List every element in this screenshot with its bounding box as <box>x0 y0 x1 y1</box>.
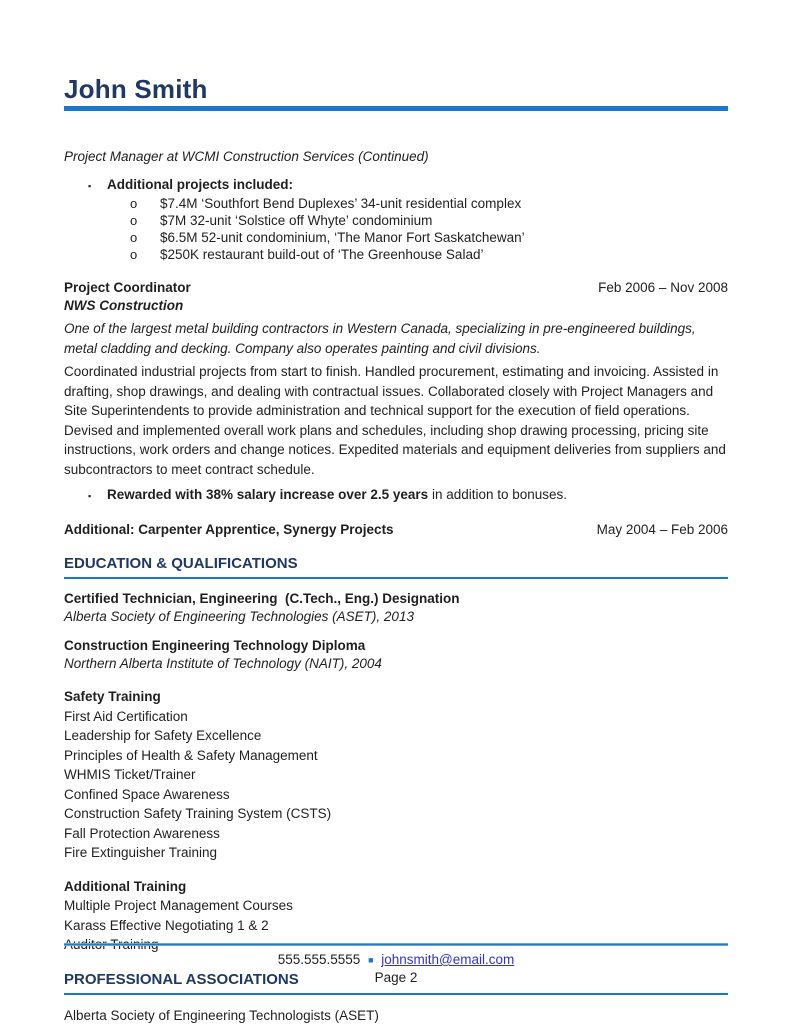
training-item: WHMIS Ticket/Trainer <box>64 765 728 785</box>
highlight-rest-text: in addition to bonuses. <box>428 487 567 502</box>
highlight-text <box>107 486 567 504</box>
page-header <box>64 76 728 111</box>
training-item: Karass Effective Negotiating 1 & 2 <box>64 916 728 936</box>
role-project-coordinator <box>64 279 728 505</box>
project-item-text: $250K restaurant build-out of ‘The Greenhouse Salad’ <box>160 246 483 263</box>
credential-entry <box>64 637 728 673</box>
additional-role-label: Additional: Carpenter Apprentice, Synergy Projects <box>64 520 394 539</box>
association-item: Alberta Society of Engineering Technologists (ASET) <box>64 1006 728 1025</box>
training-item: First Aid Certification <box>64 707 728 727</box>
role-summary: Coordinated industrial projects from start to finish. Handled procurement, estimating and invoicing. Assisted in drafting, shop drawings, and dealing with contractual issues. Collaborated closely with Project Managers and Site Superintendents to provide administration and technical support for the execution of field operations. Devised and implemented overall work plans and schedules, including shop drawing processing, pricing site instructions, work orders and change notices. Expedited materials and equipment deliveries from suppliers and subcontractors to meet contract schedule. <box>64 362 728 479</box>
training-item: Fall Protection Awareness <box>64 824 728 844</box>
continued-role-heading: Project Manager at WCMI Construction Services (Continued) <box>64 147 728 166</box>
page-number: Page 2 <box>64 969 728 987</box>
training-item: Leadership for Safety Excellence <box>64 726 728 746</box>
role-header <box>64 279 728 297</box>
training-item: Principles of Health & Safety Management <box>64 746 728 766</box>
additional-training-heading: Additional Training <box>64 877 728 897</box>
training-item: Confined Space Awareness <box>64 785 728 805</box>
additional-projects-block <box>64 176 728 263</box>
credential-entry <box>64 590 728 626</box>
list-item <box>64 195 728 212</box>
training-item: Multiple Project Management Courses <box>64 896 728 916</box>
square-bullet-icon: ▪ <box>88 177 107 195</box>
credential-title: Certified Technician, Engineering (C.Tech., Eng.) Designation <box>64 590 728 608</box>
footer-phone: 555.555.5555 <box>278 952 361 967</box>
circle-bullet-icon: o <box>130 212 160 229</box>
education-section-title: EDUCATION & QUALIFICATIONS <box>64 556 728 579</box>
list-item <box>64 176 728 195</box>
training-item: Construction Safety Training System (CSTS) <box>64 804 728 824</box>
list-item <box>64 212 728 229</box>
circle-bullet-icon: o <box>130 195 160 212</box>
title-underline-rule <box>64 106 728 111</box>
associations-section-title: PROFESSIONAL ASSOCIATIONS <box>64 972 728 995</box>
project-item-text: $7M 32-unit ‘Solstice off Whyte’ condominium <box>160 212 432 229</box>
credential-title: Construction Engineering Technology Diploma <box>64 637 728 655</box>
additional-role-dates: May 2004 – Feb 2006 <box>597 520 728 539</box>
email-link[interactable]: johnsmith@email.com <box>381 952 514 967</box>
footer-contact-line <box>64 951 728 969</box>
list-item <box>64 246 728 263</box>
square-bullet-icon: ▪ <box>88 487 107 505</box>
project-item-text: $7.4M ‘Southfort Bend Duplexes’ 34-unit residential complex <box>160 195 521 212</box>
company-name: NWS Construction <box>64 297 728 315</box>
list-item <box>64 229 728 246</box>
additional-role-row <box>64 520 728 539</box>
education-section <box>64 556 728 955</box>
role-dates: Feb 2006 – Nov 2008 <box>598 279 728 297</box>
additional-projects-heading: Additional projects included: <box>107 176 293 194</box>
role-title: Project Coordinator <box>64 279 191 297</box>
project-item-text: $6.5M 52-unit condominium, ‘The Manor Fort Saskatchewan’ <box>160 229 525 246</box>
credential-institution: Northern Alberta Institute of Technology (NAIT), 2004 <box>64 655 728 673</box>
page-title: John Smith <box>64 76 728 102</box>
page-footer <box>64 943 728 987</box>
circle-bullet-icon: o <box>130 229 160 246</box>
footer-rule <box>64 943 728 946</box>
highlight-bold-text: Rewarded with 38% salary increase over 2.5 years <box>107 487 428 502</box>
square-separator-icon: ■ <box>364 955 377 965</box>
list-item <box>64 486 728 505</box>
circle-bullet-icon: o <box>130 246 160 263</box>
training-item: Fire Extinguisher Training <box>64 843 728 863</box>
credential-institution: Alberta Society of Engineering Technologies (ASET), 2013 <box>64 608 728 626</box>
safety-training-heading: Safety Training <box>64 687 728 707</box>
company-description: One of the largest metal building contractors in Western Canada, specializing in pre-engineered buildings, metal cladding and decking. Company also operates painting and civil divisions. <box>64 319 728 358</box>
